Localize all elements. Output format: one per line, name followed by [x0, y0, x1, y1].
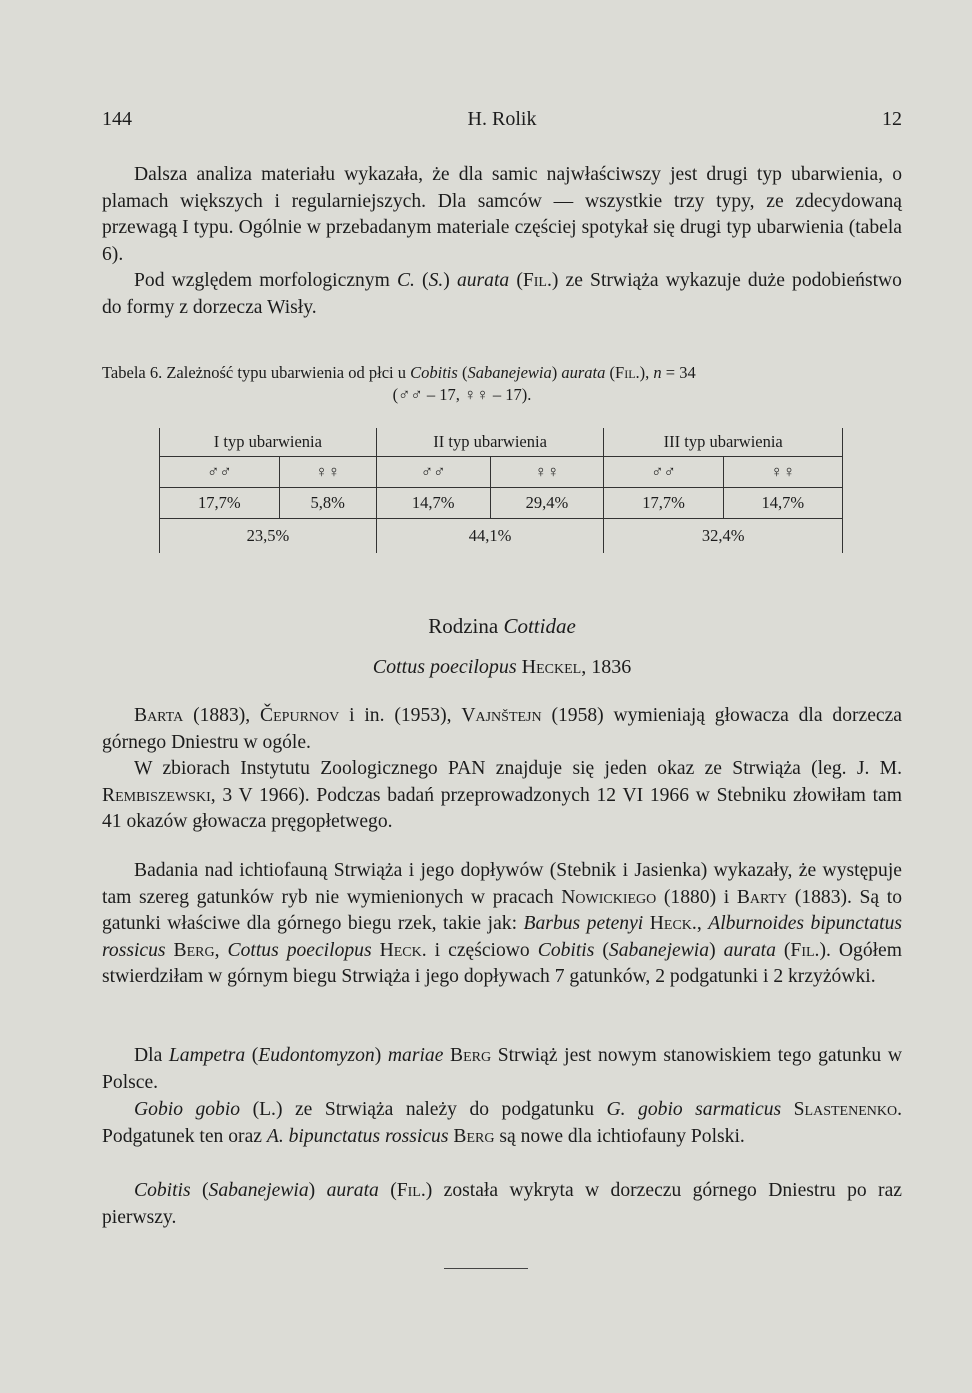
value-cell: 14,7%	[376, 488, 490, 519]
sex-cell: ♀♀	[490, 457, 604, 488]
coloration-table	[159, 428, 843, 553]
value-cell: 5,8%	[279, 488, 376, 519]
running-number: 12	[882, 108, 902, 130]
end-rule	[444, 1268, 528, 1269]
header-type-1: I typ ubarwienia	[160, 428, 377, 457]
paragraph-ichthyofauna: Badania nad ichtiofauną Strwiąża i jego dopływów (Stebnik i Jasienka) wykazały, że występuje tam szereg gatunków ryb nie wymienionych w pracach Nowickiego (1880) i Barty (1883). Są to gatunki właściwe dla górnego biegu rzek, takie jak: Barbus petenyi Heck., Alburnoides bipunctatus rossicus Berg, Cottus poecilopus Heck. i częściowo Cobitis (Sabanejewia) aurata (Fil.). Ogółem stwierdziłam w górnym biegu Strwiąża i jego dopływach 7 gatunków, 2 podgatunki i 2 krzyżówki.	[102, 860, 902, 987]
family-heading: Rodzina Cottidae	[428, 614, 576, 638]
paragraph-coloration-analysis: Dalsza analiza materiału wykazała, że dla samic najwłaściwszy jest drugi typ ubarwienia, o plamach większych i regularniejszych. Dla samców — wszystkie trzy typy, ze zdecydowaną przewagą I typu. Ogólnie w przebadanym materiale częściej spotykał się drugi typ ubarwienia (tabela 6).	[102, 164, 902, 265]
value-cell: 17,7%	[160, 488, 280, 519]
table-sex-row	[160, 457, 843, 488]
value-cell: 17,7%	[604, 488, 723, 519]
value-cell: 29,4%	[490, 488, 604, 519]
page-header	[102, 108, 902, 134]
total-cell: 23,5%	[160, 519, 377, 554]
table-value-row	[160, 488, 843, 519]
sex-cell: ♀♀	[723, 457, 842, 488]
sex-cell: ♀♀	[279, 457, 376, 488]
header-type-3: III typ ubarwienia	[604, 428, 843, 457]
page-number: 144	[102, 108, 132, 130]
table-total-row	[160, 519, 843, 554]
total-cell: 32,4%	[604, 519, 843, 554]
paragraph-collection: W zbiorach Instytutu Zoologicznego PAN znajduje się jeden okaz ze Strwiąża (leg. J. M. Rembiszewski, 3 V 1966). Podczas badań przeprowadzonych 12 VI 1966 w Stebniku złowiłam tam 41 okazów głowacza pręgopłetwego.	[102, 758, 902, 832]
sex-cell: ♂♂	[604, 457, 723, 488]
total-cell: 44,1%	[376, 519, 604, 554]
species-heading: Cottus poecilopus Heckel, 1836	[372, 656, 632, 678]
table-header-row	[160, 428, 843, 457]
table-caption: Tabela 6. Zależność typu ubarwienia od płci u Cobitis (Sabanejewia) aurata (Fil.), n = 34 (♂♂ – 17, ♀♀ – 17).	[102, 363, 696, 404]
paragraph-cobitis: Cobitis (Sabanejewia) aurata (Fil.) została wykryta w dorzeczu górnego Dniestru po raz pierwszy.	[102, 1180, 902, 1228]
paragraph-morphology: Pod względem morfologicznym C. (S.) aurata (Fil.) ze Strwiąża wykazuje duże podobieństwo do formy z dorzecza Wisły.	[102, 270, 902, 318]
paragraph-lampetra: Dla Lampetra (Eudontomyzon) mariae Berg Strwiąż jest nowym stanowiskiem tego gatunku w Polsce.	[102, 1045, 902, 1093]
header-type-2: II typ ubarwienia	[376, 428, 604, 457]
value-cell: 14,7%	[723, 488, 842, 519]
sex-cell: ♂♂	[160, 457, 280, 488]
paragraph-literature: Barta (1883), Čepurnov i in. (1953), Vajnštejn (1958) wymieniają głowacza dla dorzecza górnego Dniestru w ogóle.	[102, 705, 903, 753]
paragraph-gobio: Gobio gobio (L.) ze Strwiąża należy do podgatunku G. gobio sarmaticus Slastenenko. Podgatunek ten oraz A. bipunctatus rossicus Berg są nowe dla ichtiofauny Polski.	[102, 1099, 903, 1147]
running-author: H. Rolik	[467, 108, 537, 130]
sex-cell: ♂♂	[376, 457, 490, 488]
